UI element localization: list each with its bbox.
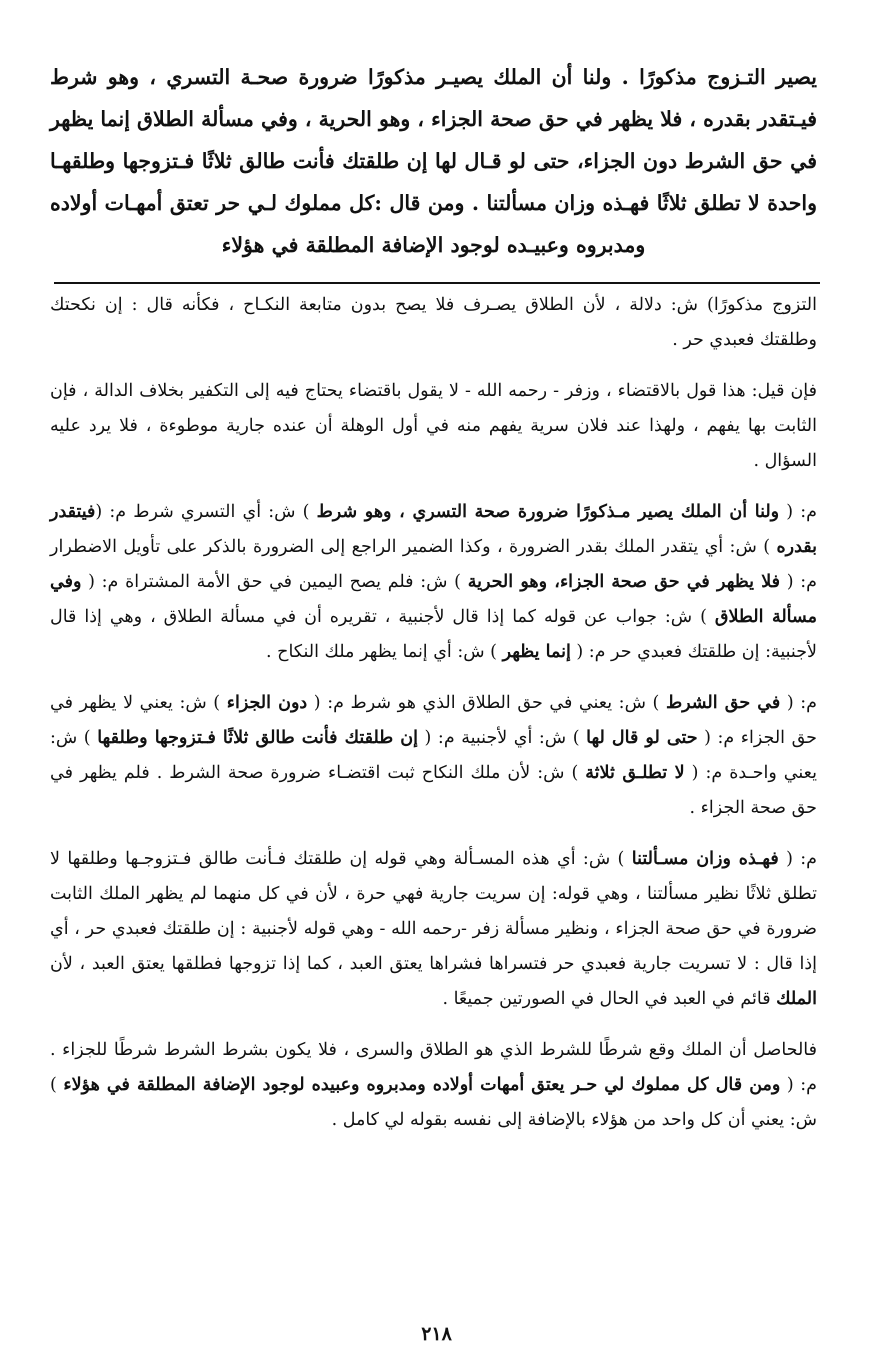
- sharh-paragraph-2: فإن قيل: هذا قول بالاقتضاء ، وزفر - رحمه الله - لا يقول باقتضاء يحتاج فيه إلى التكفير بخلاف الدالة ، فإن الثابت بها يفهم ، ولهذا عند فلان سرية يفهم منه في أول الوهلة أن عنده جارية موطوءة ، فلا يرد عليه السؤال .: [50, 381, 818, 471]
- quoted-matn: إنما يظهر: [502, 642, 571, 662]
- plain-text: ) ش: أي يتقدر الملك بقدر الضرورة ، وكذا الضمير الراجع إلى الضرورة بالذكر على تأويل الاضطرار م: (: [50, 537, 818, 592]
- quoted-matn: فيتقدر بقدره: [50, 502, 817, 557]
- quoted-matn: في حق الشرط: [665, 693, 781, 713]
- sharh-paragraph-6: [50, 1033, 817, 1138]
- plain-text: ) ش: أي هذه المسـألة وهي قوله إن طلقتك فـأنت طالق فـتزوجـها وطلقها لا تطلق ثلاثًا نظير مسألتنا ، وهي قوله: إن سريت جارية فهي حرة ، لأن في كل منهما لم يظهر الملك الثابت ضرورة في حق صحة الجزاء ، ونظير مسألة زفر -رحمه الله - وهي قوله لأجنبية : إن طلقتك فعبدي حر ، أي إذا قال : لا تسريت جارية فعبدي حر فتسراها فشراها يعتق العبد ، كما إذا تزوجها فطلقها يعتق العبد ، لأن: [50, 849, 817, 974]
- plain-text: م: (: [779, 502, 817, 522]
- quoted-matn: إن طلقتك فأنت طالق ثلاثًا فـتزوجها وطلقها: [97, 728, 418, 748]
- emphasized-word: الملك: [776, 989, 817, 1009]
- plain-text: ) ش: جواب عن قوله كما إذا قال لأجنبية ، تقريره أن في مسألة الطلاق ، وهي إذا قال لأجنبية: إن طلقتك فعبدي حر م: (: [50, 607, 817, 662]
- matn-paragraph: يصير التـزوج مذكورًا . ولنا أن الملك يصيـر مذكورًا ضرورة صحـة التسري ، وهو شرط فيـتقدر بقدره ، فلا يظهر في حق صحة الجزاء ، وهو الحرية ، وفي مسألة الطلاق إنما يظهر في حق الشرط دون الجزاء، حتى لو قـال لها إن طلقتك فأنت طالق ثلاثًا فـتزوجها وطلقهـا واحدة لا تطلق ثلاثًا فهـذه وزان مسألتنا . ومن قال :كل مملوك لـي حر تعتق أمهـات أولاده ومدبروه وعبيـده لوجود الإضافة المطلقة في هؤلاء: [50, 65, 817, 257]
- plain-text: ) ش: فلم يصح اليمين في حق الأمة المشتراة م: (: [81, 572, 468, 592]
- plain-text: ) ش: يعني لا يظهر في حق الجزاء م: (: [50, 693, 817, 748]
- sharh-paragraph-5: [50, 842, 817, 1017]
- plain-text: ) ش: يعني في حق الطلاق الذي هو شرط م: (: [307, 693, 666, 713]
- plain-text: ) ش: لأن ملك النكاح ثبت اقتضـاء ضرورة صحة الشرط . فلم يظهر في حق صحة الجزاء .: [50, 763, 817, 818]
- matn-text-block: [50, 56, 817, 266]
- sharh-paragraph-1: التزوج مذكورًا) ش: دلالة ، لأن الطلاق يصـرف فلا يصح بدون متابعة النكـاح ، فكأنه قال : إن نكحتك وطلقتك فعبدي حر .: [50, 295, 817, 350]
- quoted-matn: وفي مسألة الطلاق: [50, 572, 817, 627]
- section-divider: [54, 282, 820, 284]
- sharh-paragraph-4: [50, 686, 817, 826]
- plain-text: ) ش: أي التسري شرط م: (: [95, 502, 317, 522]
- sharh-paragraph-3: [50, 495, 817, 670]
- sharh-commentary: [50, 288, 817, 1154]
- quoted-matn: لا تطلـق ثلاثة: [585, 763, 685, 783]
- plain-text: م: (: [778, 849, 817, 869]
- plain-text: ) ش: يعني واحـدة م: (: [50, 728, 817, 783]
- quoted-matn: فهـذه وزان مسـألتنا: [631, 849, 779, 869]
- plain-text: قائم في العبد في الحال في الصورتين جميعًا .: [442, 989, 777, 1009]
- plain-text: ) ش: أي إنما يظهر ملك النكاح .: [266, 642, 503, 662]
- plain-text: ) ش: يعني أن كل واحد من هؤلاء بالإضافة إلى نفسه بقوله لي كامل .: [50, 1075, 817, 1130]
- quoted-matn: ومن قال كل مملوك لي حـر يعتق أمهات أولاده ومدبروه وعبيده لوجود الإضافة المطلقة في هؤلاء: [63, 1075, 781, 1095]
- plain-text: ) ش: أي لأجنبية م: (: [418, 728, 587, 748]
- quoted-matn: فلا يظهر في حق صحة الجزاء، وهو الحرية: [467, 572, 781, 592]
- quoted-matn: حتى لو قال لها: [586, 728, 698, 748]
- plain-text: م: (: [780, 693, 817, 713]
- quoted-matn: دون الجزاء: [226, 693, 308, 713]
- page-number: ٢١٨: [421, 1323, 452, 1345]
- plain-text: فالحاصل أن الملك وقع شرطًا للشرط الذي هو الطلاق والسرى ، فلا يكون بشرط الشرط شرطًا للجزاء . م: (: [50, 1040, 818, 1095]
- quoted-matn: ولنا أن الملك يصير مـذكورًا ضرورة صحة التسري ، وهو شرط: [316, 502, 780, 522]
